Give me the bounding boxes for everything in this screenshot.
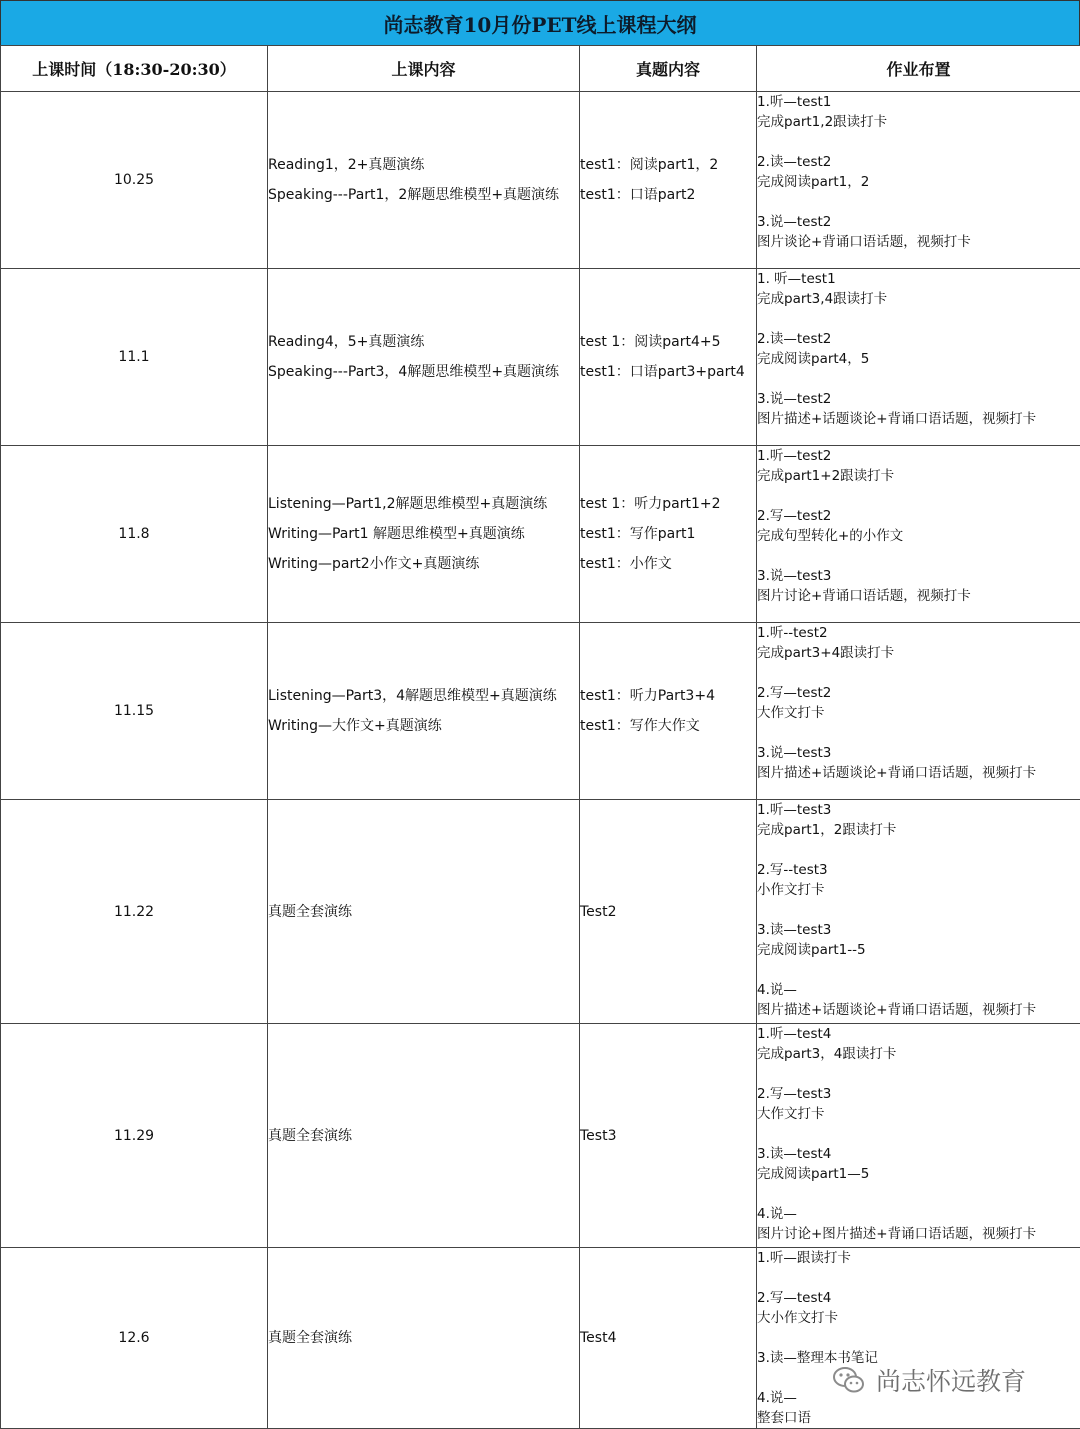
content-cell (268, 1024, 580, 1248)
content-line: Writing—part2小作文+真题演练 (268, 554, 579, 574)
homework-item (757, 389, 1080, 429)
homework-line: 3.说—test2 (757, 212, 1080, 232)
content-line: Reading4，5+真题演练 (268, 332, 579, 352)
content-cell (268, 446, 580, 623)
homework-line: 完成阅读part4，5 (757, 349, 1080, 369)
homework-line: 2.写—test2 (757, 683, 1080, 703)
homework-line: 4.说— (757, 980, 1080, 1000)
homework-line: 1.听—跟读打卡 (757, 1248, 1080, 1268)
table-row (1, 446, 1080, 623)
exam-cell (580, 623, 757, 800)
content-cell (268, 1248, 580, 1429)
homework-line: 3.说—test2 (757, 389, 1080, 409)
exam-line: test1：口语part2 (580, 185, 756, 205)
date-cell: 11.22 (1, 800, 268, 1024)
homework-cell (757, 1024, 1080, 1248)
homework-item (757, 566, 1080, 606)
date-cell: 11.8 (1, 446, 268, 623)
homework-item (757, 980, 1080, 1020)
homework-line: 大作文打卡 (757, 703, 1080, 723)
homework-line: 大小作文打卡 (757, 1308, 1080, 1328)
exam-line: test1：写作大作文 (580, 716, 756, 736)
homework-item (757, 269, 1080, 309)
table-row (1, 623, 1080, 800)
homework-item (757, 1248, 1080, 1268)
content-line: 真题全套演练 (268, 902, 579, 922)
homework-line: 图片讨论+背诵口语话题，视频打卡 (757, 586, 1080, 606)
homework-item (757, 152, 1080, 192)
exam-cell (580, 92, 757, 269)
homework-line: 4.说— (757, 1204, 1080, 1224)
homework-item (757, 506, 1080, 546)
homework-cell (757, 800, 1080, 1024)
header-exam: 真题内容 (580, 46, 757, 92)
homework-line: 图片描述+话题谈论+背诵口语话题，视频打卡 (757, 763, 1080, 783)
homework-item (757, 920, 1080, 960)
homework-item (757, 1144, 1080, 1184)
homework-line: 1.听--test2 (757, 623, 1080, 643)
content-cell (268, 92, 580, 269)
table-row (1, 92, 1080, 269)
homework-line: 图片讨论+图片描述+背诵口语话题，视频打卡 (757, 1224, 1080, 1244)
exam-line: Test4 (580, 1328, 756, 1348)
homework-line: 小作文打卡 (757, 880, 1080, 900)
homework-line: 3.读—test4 (757, 1144, 1080, 1164)
content-line: Speaking---Part1，2解题思维模型+真题演练 (268, 185, 579, 205)
homework-line: 4.说— (757, 1388, 1080, 1408)
content-line: 真题全套演练 (268, 1328, 579, 1348)
watermark-text: 尚志怀远教育 (876, 1362, 1026, 1398)
exam-line: Test3 (580, 1126, 756, 1146)
watermark (832, 1360, 1026, 1400)
content-line: Speaking---Part3，4解题思维模型+真题演练 (268, 362, 579, 382)
exam-cell (580, 800, 757, 1024)
content-line: Listening—Part3，4解题思维模型+真题演练 (268, 686, 579, 706)
homework-line: 2.写—test3 (757, 1084, 1080, 1104)
homework-line: 图片谈论+背诵口语话题，视频打卡 (757, 232, 1080, 252)
content-line: Writing—大作文+真题演练 (268, 716, 579, 736)
homework-line: 1.听—test1 (757, 92, 1080, 112)
homework-line: 2.读—test2 (757, 152, 1080, 172)
homework-item (757, 623, 1080, 663)
homework-line: 图片描述+话题谈论+背诵口语话题，视频打卡 (757, 1000, 1080, 1020)
header-time: 上课时间（18:30-20:30） (1, 46, 268, 92)
homework-line: 完成阅读part1，2 (757, 172, 1080, 192)
content-line: Reading1，2+真题演练 (268, 155, 579, 175)
content-cell (268, 623, 580, 800)
homework-line: 1.听—test4 (757, 1024, 1080, 1044)
homework-line: 2.写—test2 (757, 506, 1080, 526)
homework-line: 完成part1+2跟读打卡 (757, 466, 1080, 486)
content-line: 真题全套演练 (268, 1126, 579, 1146)
homework-item (757, 743, 1080, 783)
date-cell: 11.15 (1, 623, 268, 800)
content-cell (268, 269, 580, 446)
table-row (1, 1248, 1080, 1429)
homework-item (757, 1084, 1080, 1124)
header-homework: 作业布置 (757, 46, 1080, 92)
header-row (1, 46, 1080, 92)
homework-line: 1.听—test2 (757, 446, 1080, 466)
exam-line: test 1：听力part1+2 (580, 494, 756, 514)
homework-item (757, 212, 1080, 252)
exam-line: test1：口语part3+part4 (580, 362, 756, 382)
homework-item (757, 329, 1080, 369)
exam-line: test1：写作part1 (580, 524, 756, 544)
exam-cell (580, 1024, 757, 1248)
homework-line: 完成part1，2跟读打卡 (757, 820, 1080, 840)
homework-item (757, 1204, 1080, 1244)
homework-cell (757, 446, 1080, 623)
homework-cell (757, 1248, 1080, 1429)
homework-line: 大作文打卡 (757, 1104, 1080, 1124)
table-row (1, 1024, 1080, 1248)
homework-item (757, 683, 1080, 723)
homework-item (757, 800, 1080, 840)
homework-cell (757, 269, 1080, 446)
exam-cell (580, 269, 757, 446)
homework-line: 整套口语 (757, 1408, 1080, 1428)
homework-item (757, 1024, 1080, 1064)
homework-line: 图片描述+话题谈论+背诵口语话题，视频打卡 (757, 409, 1080, 429)
homework-line: 3.读—test3 (757, 920, 1080, 940)
header-content: 上课内容 (268, 46, 580, 92)
date-cell: 10.25 (1, 92, 268, 269)
homework-item (757, 446, 1080, 486)
homework-line: 2.读—test2 (757, 329, 1080, 349)
homework-cell (757, 623, 1080, 800)
course-outline-table (0, 45, 1080, 1429)
wechat-icon (832, 1365, 866, 1395)
homework-item (757, 860, 1080, 900)
homework-line: 3.说—test3 (757, 743, 1080, 763)
homework-line: 3.说—test3 (757, 566, 1080, 586)
date-cell: 11.29 (1, 1024, 268, 1248)
homework-cell (757, 92, 1080, 269)
homework-line: 完成part3,4跟读打卡 (757, 289, 1080, 309)
homework-line: 完成part3+4跟读打卡 (757, 643, 1080, 663)
homework-line: 完成part3，4跟读打卡 (757, 1044, 1080, 1064)
homework-line: 2.写--test3 (757, 860, 1080, 880)
table-row (1, 269, 1080, 446)
homework-line: 2.写—test4 (757, 1288, 1080, 1308)
homework-line: 完成阅读part1—5 (757, 1164, 1080, 1184)
exam-line: test 1：阅读part4+5 (580, 332, 756, 352)
content-cell (268, 800, 580, 1024)
exam-line: test1：小作文 (580, 554, 756, 574)
page-title: 尚志教育10月份PET线上课程大纲 (0, 0, 1080, 46)
exam-line: test1：听力Part3+4 (580, 686, 756, 706)
homework-item (757, 92, 1080, 132)
exam-line: test1：阅读part1，2 (580, 155, 756, 175)
exam-cell (580, 446, 757, 623)
content-line: Listening—Part1,2解题思维模型+真题演练 (268, 494, 579, 514)
homework-line: 1.听—test3 (757, 800, 1080, 820)
table-row (1, 800, 1080, 1024)
exam-line: Test2 (580, 902, 756, 922)
exam-cell (580, 1248, 757, 1429)
content-line: Writing—Part1 解题思维模型+真题演练 (268, 524, 579, 544)
homework-line: 完成句型转化+的小作文 (757, 526, 1080, 546)
homework-item (757, 1288, 1080, 1328)
date-cell: 12.6 (1, 1248, 268, 1429)
homework-line: 完成part1,2跟读打卡 (757, 112, 1080, 132)
date-cell: 11.1 (1, 269, 268, 446)
homework-line: 完成阅读part1--5 (757, 940, 1080, 960)
homework-line: 3.读—整理本书笔记 (757, 1348, 1080, 1368)
homework-line: 1. 听—test1 (757, 269, 1080, 289)
